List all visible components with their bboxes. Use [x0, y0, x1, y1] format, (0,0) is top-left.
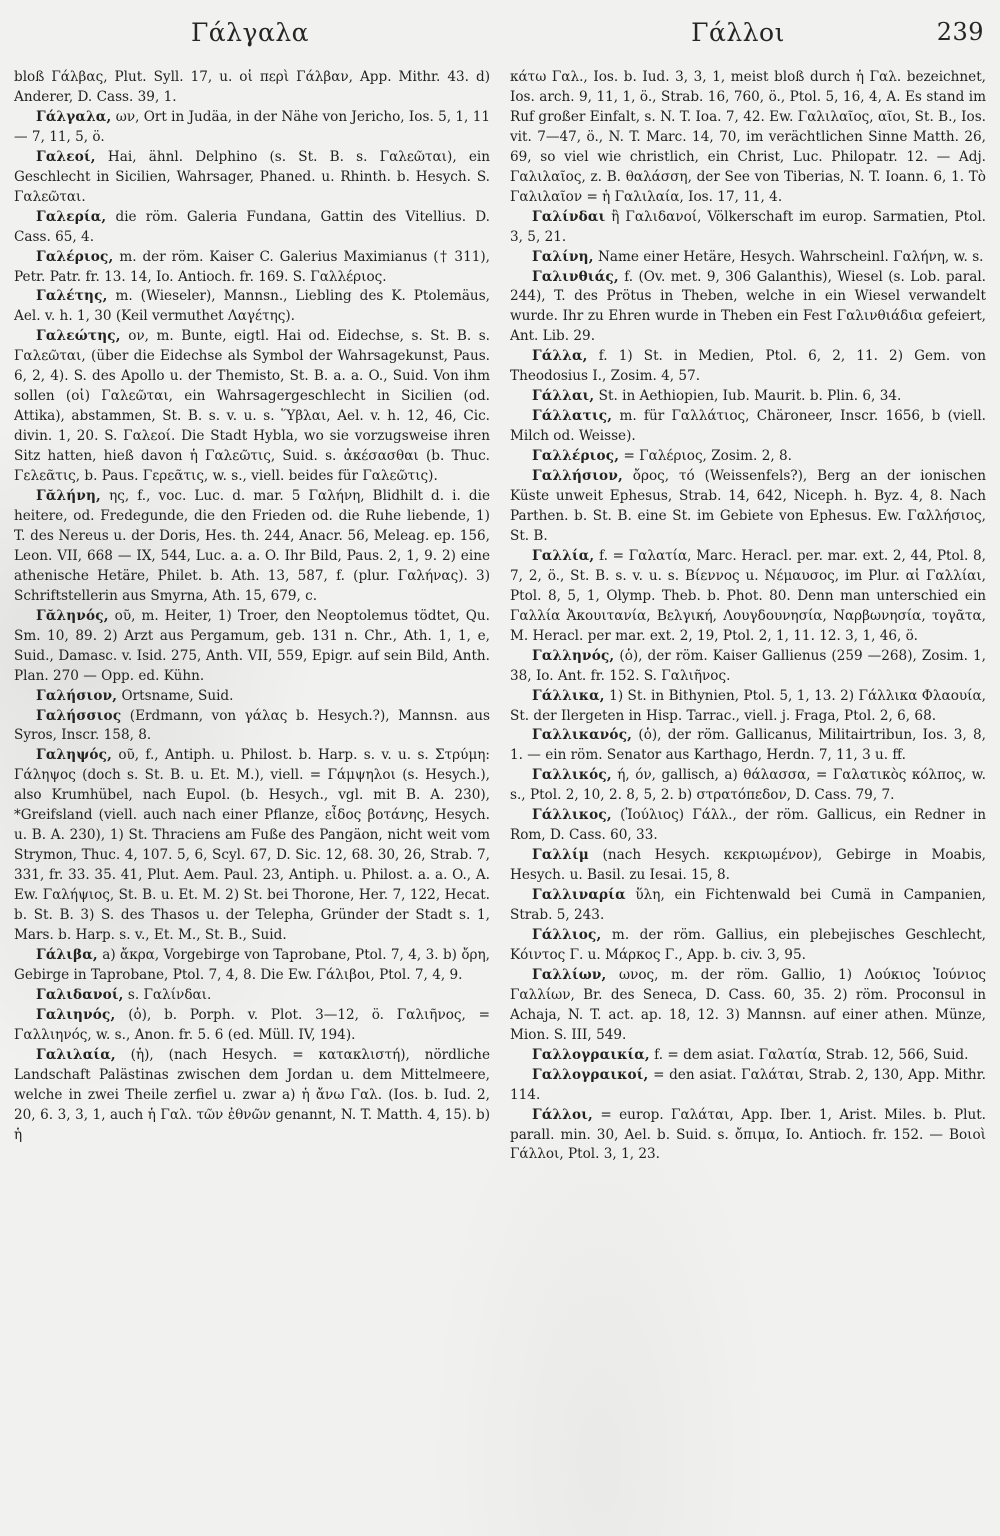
dictionary-entry [510, 268, 986, 348]
entry-text: s. Γαλίνδαι. [123, 986, 212, 1003]
entry-text: Ortsname, Suid. [117, 687, 234, 704]
dictionary-entry [510, 467, 986, 547]
dictionary-entry [510, 766, 986, 806]
entry-text: ον, m. Bunte, eigtl. Hai od. Eidechse, s. St. B. s. Γαλεῶται, (über die Eidechse als Symbol der Wahrsagekunst, Paus. 6, 2, 4). S. des Apollo u. der Themisto, St. B. a. a. O., Suid. Von ihm sollen (οἱ) Γαλεῶται, ein Wahrsagergeschlecht in Sicilien (od. Attika), abstammen, St. B. s. v. u. s. Ὕβλαι, Ael. v. h. 12, 46, Cic. divin. 1, 20. S. Γαλεοί. Die Stadt Hybla, wo sie vorzugsweise ihren Sitz hatten, hieß davon ἡ Γαλεῶτις, Suid. s. ἀκέσασθαι (b. Thuc. Γελεᾶτις, b. Paus. Γερεᾶτις, w. s., viell. beides für Γαλεῶτις). [14, 328, 490, 485]
entry-text: ή, όν, gallisch, a) θάλασσα, = Γαλατικὸς κόλπος, w. s., Ptol. 2, 10, 2. 8, 5, 2. b) στρατόπεδον, D. Cass. 79, 7. [510, 767, 986, 804]
dictionary-entry [14, 248, 490, 288]
entry-headword: Γαληψός, [36, 747, 113, 764]
dictionary-entry [510, 966, 986, 1046]
entry-continuation [510, 68, 986, 208]
dictionary-entry [510, 407, 986, 447]
entry-text: f. (Ov. met. 9, 306 Galanthis), Wiesel (s. Lob. paral. 244), T. des Prötus in Theben, welche in ein Wiesel verwandelt wurde. Ihr zu Ehren wurde in Theben ein Fest Γαλινθιάδια gefeiert, Ant. Lib. 29. [510, 268, 986, 345]
running-header [0, 14, 1000, 64]
entry-headword: Γαλλία, [532, 547, 595, 564]
dictionary-entry [14, 148, 490, 208]
entry-text: ων, Ort in Judäa, in der Nähe von Jericho, Ios. 5, 1, 11 — 7, 11, 5, ö. [14, 108, 490, 145]
left-column [14, 68, 490, 1145]
entry-text: m. der röm. Kaiser C. Galerius Maximianus († 311), Petr. Patr. fr. 13. 14, Io. Antioch. fr. 169. S. Γαλλέριος. [14, 248, 490, 285]
dictionary-entry [14, 986, 490, 1006]
entry-text: ης, f., voc. Luc. d. mar. 5 Γαλήνη, Blidhilt d. i. die heitere, od. Fredegunde, die den Frieden od. die Ruhe liebende, 1) T. des Nereus u. der Doris, Hes. th. 244, Anacr. 56, Meleag. ep. 156, Leon. VII, 668 — IX, 544, Luc. a. a. O. Ihr Bild, Paus. 2, 1, 9. 2) eine athenische Hetäre, Philet. b. Ath. 13, 587, f. (plur. Γαλήνας). 3) Schriftstellerin aus Smyrna, Ath. 15, 679, c. [14, 488, 490, 604]
entry-headword: Γαλλογραικία, [532, 1046, 650, 1063]
dictionary-entry [14, 287, 490, 327]
entry-headword: Γάλλα, [532, 348, 588, 365]
entry-headword: Γαλίνδαι [532, 208, 606, 225]
entry-headword: Γαλιλαία, [36, 1046, 116, 1063]
entry-headword: Γάλλοι, [532, 1106, 593, 1123]
entry-text: κάτω Γαλ., Ios. b. Iud. 3, 3, 1, meist bloß durch ἡ Γαλ. bezeichnet, Ios. arch. 9, 11, 1, ö., Strab. 16, 760, ö., Ptol. 5, 16, 4, A. Es stand im Ruf großer Einfalt, s. N. T. Ioa. 7, 42. Ew. Γαλιλαῖος, αῖοι, St. B., Ios. vit. 7—47, ö., N. T. Marc. 14, 70, im verächtlichen Sinne Matth. 26, 69, so viel wie christlich, ein Christ, Luc. Philopatr. 12. — Adj. Γαλιλαῖος, z. B. θαλάσση, der See von Tiberias, N. T. Ioann. 6, 1. Τὸ Γαλιλαῖον = ἡ Γαλιλαία, Ios. 17, 11, 4. [510, 69, 986, 205]
page-number: 239 [936, 18, 984, 46]
entry-text: ὕλη, ein Fichtenwald bei Cumä in Campanien, Strab. 5, 243. [510, 887, 986, 924]
entry-headword: Γαλινθιάς, [532, 268, 619, 285]
dictionary-entry [510, 886, 986, 926]
entry-text: Name einer Hetäre, Hesych. Wahrscheinl. Γαλήνη, w. s. [593, 248, 984, 265]
dictionary-entry [510, 447, 986, 467]
dictionary-entry [510, 347, 986, 387]
dictionary-entry [510, 248, 986, 268]
entry-text: f. = Γαλατία, Marc. Heracl. per. mar. ext. 2, 44, Ptol. 8, 7, 2, ö., St. B. s. v. u. s. Βίεννος u. Νέμαυσος, im Plur. αἱ Γαλλίαι, Ptol. 8, 5, 1, Olymp. Theb. b. Phot. 80. Denn man unterschied ein Γαλλία Ἀκουιτανία, Βελγική, Λουγδουνησία, Ναρβωνησία, τογᾶτα, M. Heracl. per mar. ext. 2, 19, Ptol. 2, 1, 11. 12. 3, 1, 46, ö. [510, 547, 986, 644]
entry-text: ὄρος, τό (Weissenfels?), Berg an der ionischen Küste unweit Ephesus, Strab. 14, 642, Niceph. h. Byz. 4, 8. Nach Parthen. b. St. B. eine St. im Gebiete von Ephesus. Ew. Γαλλήσιος, St. B. [510, 468, 986, 544]
dictionary-entry [14, 687, 490, 707]
dictionary-entry [14, 1006, 490, 1046]
entry-text: ἢ Γαλιδανοί, Völkerschaft im europ. Sarmatien, Ptol. 3, 5, 21. [510, 208, 986, 245]
entry-text: a) ἄκρα, Vorgebirge von Taprobane, Ptol. 7, 4, 3. b) ὄρη, Gebirge in Taprobane, Ptol. 7, 4, 8. Die Ew. Γάλιβοι, Ptol. 7, 4, 9. [14, 946, 490, 983]
entry-headword: Γαλλικανός, [532, 727, 633, 744]
entry-text: m. der röm. Gallius, ein plebejisches Geschlecht, Κόιντος Γ. u. Μάρκος Γ., App. b. civ. 3, 95. [510, 926, 986, 963]
entry-headword: Γαλέτης, [36, 288, 108, 305]
entry-headword: Γᾰλήνη, [36, 488, 101, 505]
entry-headword: Γαλεοί, [36, 148, 96, 165]
entry-headword: Γαλλήσιον, [532, 468, 623, 485]
entry-text: (Erdmann, von γάλας b. Hesych.?), Mannsn. aus Syros, Inscr. 158, 8. [14, 707, 490, 744]
entry-text: f. = dem asiat. Γαλατία, Strab. 12, 566, Suid. [649, 1046, 969, 1063]
dictionary-entry [510, 846, 986, 886]
dictionary-entry [510, 647, 986, 687]
right-column [510, 68, 986, 1165]
dictionary-entry [510, 208, 986, 248]
entry-headword: Γαλλέριος, [532, 448, 620, 465]
entry-headword: Γαλλιναρία [532, 887, 626, 904]
dictionary-entry [14, 707, 490, 747]
entry-text: = den asiat. Γαλάται, Strab. 2, 130, App. Mithr. 114. [510, 1066, 986, 1103]
entry-headword: Γάλλιος, [532, 926, 602, 943]
entry-headword: Γαλεώτης, [36, 328, 121, 345]
dictionary-entry [14, 208, 490, 248]
entry-text: = Γαλέριος, Zosim. 2, 8. [619, 448, 792, 465]
entry-headword: Γαλέριος, [36, 248, 114, 265]
entry-headword: Γάλλικος, [532, 807, 612, 824]
entry-text: St. in Aethiopien, Iub. Maurit. b. Plin. 6, 34. [594, 388, 902, 405]
dictionary-entry [510, 926, 986, 966]
entry-continuation [14, 68, 490, 108]
entry-headword: Γαλήσιον, [36, 687, 118, 704]
entry-headword: Γαλερία, [36, 208, 107, 225]
entry-text: (ὁ), der röm. Kaiser Gallienus (259 —268), Zosim. 1, 38, Io. Ant. fr. 152. S. Γαλιῆνος. [510, 647, 986, 684]
entry-text: Hai, ähnl. Delphino (s. St. B. s. Γαλεῶται), ein Geschlecht in Sicilien, Wahrsager, Phaned. u. Rhinth. b. Hesych. S. Γαλεῶται. [14, 148, 490, 205]
entry-headword: Γαλιηνός, [36, 1006, 116, 1023]
dictionary-entry [14, 946, 490, 986]
left-running-headword: Γάλγαλα [190, 18, 310, 47]
entry-text: (Ἰούλιος) Γάλλ., der röm. Gallicus, ein Redner in Rom, D. Cass. 60, 33. [510, 807, 986, 844]
entry-text: (ὁ), der röm. Gallicanus, Militairtribun, Ios. 3, 8, 1. — ein röm. Senator aus Karthago, Herdn. 7, 11, 3 u. ff. [510, 727, 986, 764]
entry-headword: Γαλίνη, [532, 248, 594, 265]
dictionary-entry [14, 1046, 490, 1146]
entry-text: οῦ, m. Heiter, 1) Troer, den Neoptolemus tödtet, Qu. Sm. 10, 89. 2) Arzt aus Pergamum, geb. 131 n. Chr., Ath. 1, 1, e, Suid., Damasc. v. Isid. 275, Anth. VII, 559, Epigr. auf sein Bild, Anth. Plan. 270 — Opp. ed. Kühn. [14, 607, 490, 684]
dictionary-entry [510, 1066, 986, 1106]
dictionary-entry [14, 487, 490, 607]
dictionary-entry [14, 746, 490, 946]
entry-headword: Γάλγαλα, [36, 108, 112, 125]
entry-text: 1) St. in Bithynien, Ptol. 5, 1, 13. 2) Γάλλικα Φλαουία, St. der Ilergeten in Hisp. Tarrac., viell. j. Fraga, Ptol. 2, 6, 68. [510, 687, 986, 724]
dictionary-entry [510, 387, 986, 407]
entry-headword: Γάλλαι, [532, 388, 595, 405]
entry-text: bloß Γάλβας, Plut. Syll. 17, u. οἱ περὶ Γάλβαν, App. Mithr. 43. d) Anderer, D. Cass. 39, 1. [14, 69, 490, 105]
entry-headword: Γαλληνός, [532, 647, 615, 664]
dictionary-entry [14, 607, 490, 687]
entry-headword: Γαλήσσιος [36, 707, 122, 724]
entry-headword: Γάλιβα, [36, 946, 98, 963]
entry-headword: Γαλιδανοί, [36, 986, 124, 1003]
entry-text: m. (Wieseler), Mannsn., Liebling des K. Ptolemäus, Ael. v. h. 1, 30 (Keil vermuthet Λαγέτης). [14, 288, 490, 325]
dictionary-entry [510, 547, 986, 647]
entry-text: (ὁ), b. Porph. v. Plot. 3—12, ö. Γαλιῆνος, = Γαλλιηνός, w. s., Anon. fr. 5. 6 (ed. Müll. IV, 194). [14, 1006, 490, 1043]
entry-text: οῦ, f., Antiph. u. Philost. b. Harp. s. v. u. s. Στρύμη: Γάληψος (doch s. St. B. u. Et. M.), viell. = Γάμψηλοι (s. Hesych.), also Krumhübel, nach Eupol. (b. Hesych., vgl. mit B. A. 230), *Greifsland (viell. auch nach einer Pflanze, εἶδος βοτάνης, Hesych. u. B. A. 230), 1) St. Thraciens am Fuße des Pangäon, nicht weit vom Strymon, Thuc. 4, 107. 5, 6, Scyl. 67, D. Sic. 12, 68. 30, 26, Strab. 7, 331, fr. 33. 35. 41, Plut. Aem. Paul. 23, Antiph. u. Philost. a. a. O., A. Ew. Γαλήψιος, St. B. u. Et. M. 2) St. bei Thorone, Her. 7, 122, Hecat. b. St. B. 3) S. des Thasos u. der Telepha, Gründer der Stadt s. 1, Mars. b. Harp. s. v., Et. M., St. B., Suid. [14, 747, 490, 943]
entry-text: = europ. Γαλάται, App. Iber. 1, Arist. Miles. b. Plut. parall. min. 30, Ael. b. Suid. s. ὄπιμα, Io. Antioch. fr. 152. — Βοιοὶ Γάλλοι, Ptol. 3, 1, 23. [510, 1106, 986, 1163]
entry-text: m. für Γαλλάτιος, Chäroneer, Inscr. 1656, b (viell. Milch od. Weisse). [510, 408, 986, 445]
entry-headword: Γαλλογραικοί, [532, 1066, 649, 1083]
dictionary-entry [510, 1106, 986, 1166]
entry-text: (nach Hesych. κεκριωμένον), Gebirge in Moabis, Hesych. u. Basil. zu Iesai. 15, 8. [510, 847, 986, 884]
entry-headword: Γαλλίων, [532, 966, 607, 983]
entry-headword: Γαλλίμ [532, 847, 589, 864]
entry-text: (ἡ), (nach Hesych. = κατακλιστή), nördliche Landschaft Palästinas zwischen dem Jordan u. dem Mittelmeere, welche in zwei Theile zerfiel u. zwar a) ἡ ἄνω Γαλ. (Ios. b. Iud. 2, 20, 6. 3, 3, 1, auch ἡ Γαλ. τῶν ἐθνῶν genannt, N. T. Matth. 4, 15). b) ἡ [14, 1046, 490, 1143]
entry-headword: Γᾰληνός, [36, 607, 109, 624]
entry-text: ωνος, m. der röm. Gallio, 1) Λούκιος Ἰούνιος Γαλλίων, Br. des Seneca, D. Cass. 60, 35. 2) röm. Proconsul in Achaja, N. T. act. ap. 18, 12. 3) Mannsn. auf einer athen. Münze, Mion. S. III, 549. [510, 966, 986, 1043]
dictionary-entry [510, 1046, 986, 1066]
entry-headword: Γαλλικός, [532, 767, 612, 784]
dictionary-entry [14, 108, 490, 148]
dictionary-entry [510, 806, 986, 846]
dictionary-entry [510, 687, 986, 727]
entry-text: die röm. Galeria Fundana, Gattin des Vitellius. D. Cass. 65, 4. [14, 208, 490, 245]
entry-headword: Γάλλατις, [532, 408, 613, 425]
dictionary-entry [510, 726, 986, 766]
entry-text: f. 1) St. in Medien, Ptol. 6, 2, 11. 2) Gem. von Theodosius I., Zosim. 4, 57. [510, 348, 986, 385]
right-running-headword: Γάλλοι [691, 18, 785, 47]
entry-headword: Γάλλικα, [532, 687, 605, 704]
dictionary-entry [14, 327, 490, 487]
